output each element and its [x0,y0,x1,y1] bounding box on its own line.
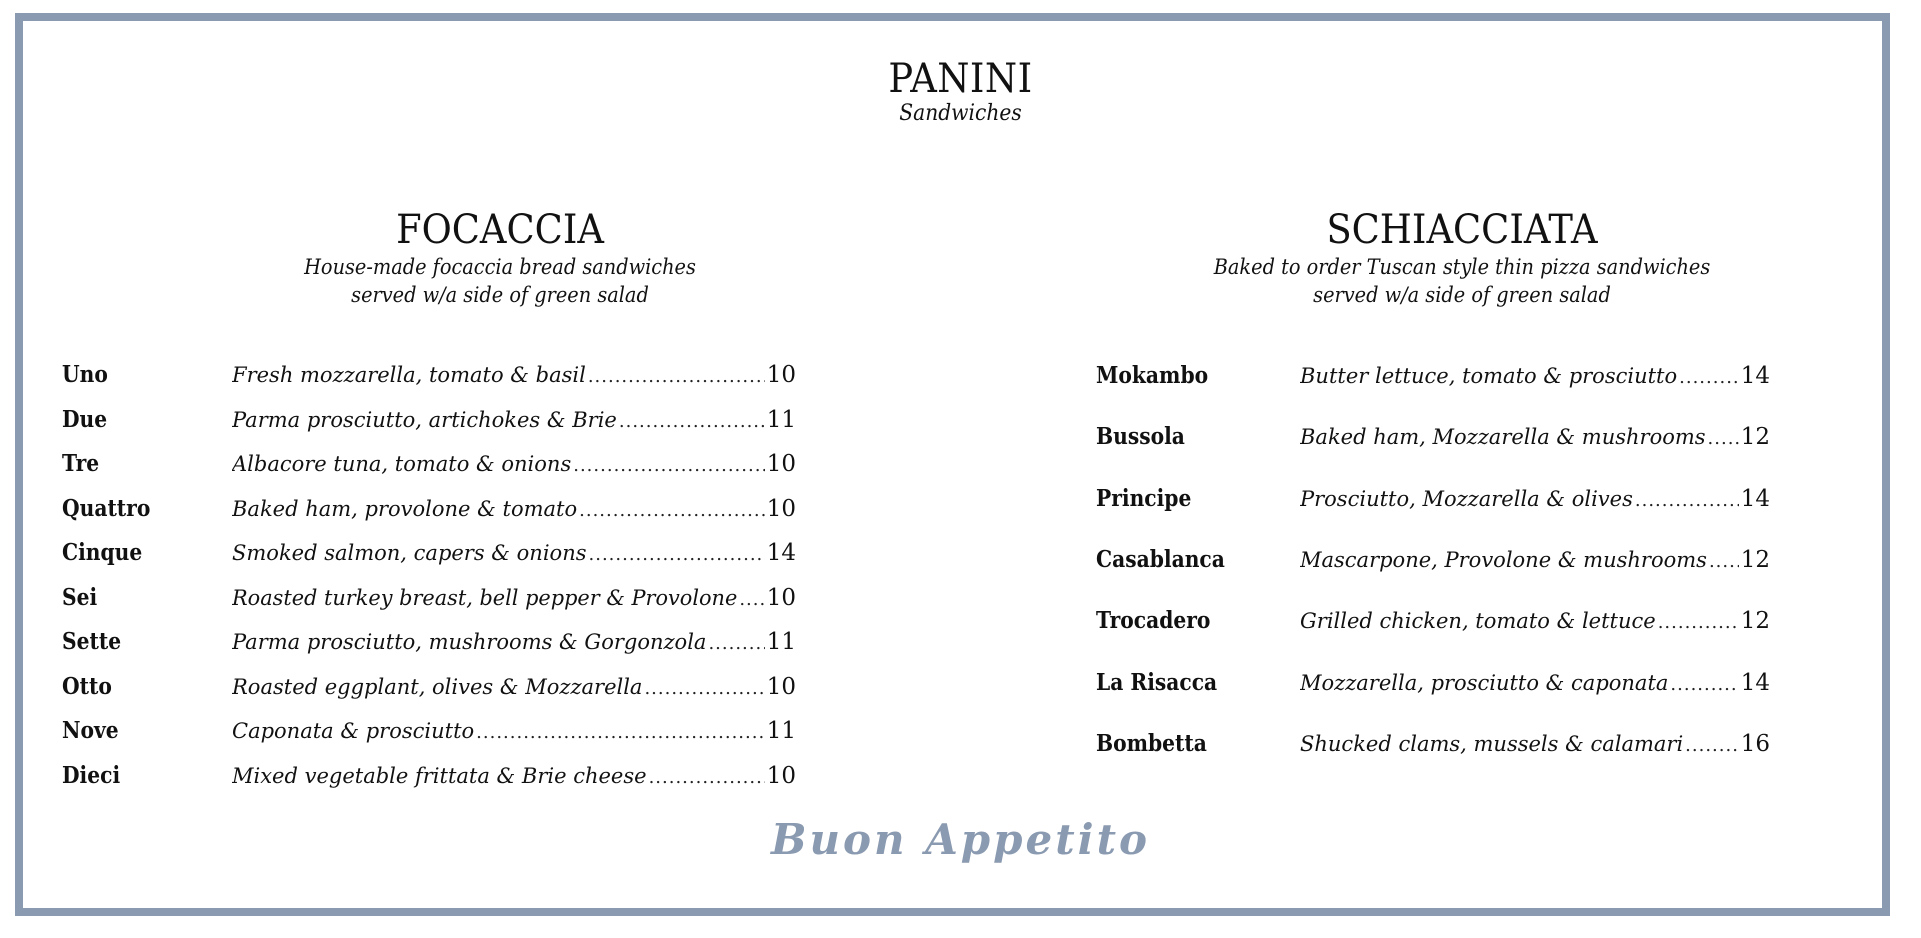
menu-item-price: 12 [1740,424,1770,451]
menu-item-name: Quattro [62,494,151,522]
menu-item-description: Roasted turkey breast, bell pepper & Provolone [232,585,738,610]
menu-item-price: 10 [766,362,796,388]
menu-item-price: 10 [766,584,796,611]
menu-item-name: Uno [62,361,108,388]
focaccia-desc-line1: House-made focaccia bread sandwiches [304,255,696,279]
menu-item-description: Grilled chicken, tomato & lettuce [1300,609,1656,634]
menu-item-description: Parma prosciutto, mushrooms & Gorgonzola [232,630,707,654]
menu-title: PANINI [888,56,1033,102]
menu-item-description: Shucked clams, mussels & calamari [1300,731,1684,756]
menu-item-price: 14 [1740,669,1770,696]
closing-signature: Buon Appetito [770,815,1151,864]
menu-item-description: Caponata & prosciutto [232,719,475,743]
menu-item-name: Cinque [62,539,143,566]
menu-item-price: 12 [1740,546,1770,573]
menu-item-price: 10 [766,495,796,522]
menu-item-description: Smoked salmon, capers & onions [232,541,587,565]
menu-header [0,55,1921,127]
menu-item-price: 12 [1740,608,1770,635]
schiacciata-title: SCHIACCIATA [1326,207,1598,253]
menu-border [15,13,1890,916]
menu-item-description: Mozzarella, prosciutto & caponata [1300,670,1669,695]
menu-item-name: Bussola [1096,423,1185,451]
menu-item-name: Trocadero [1096,607,1211,635]
menu-item-name: Dieci [62,761,121,789]
focaccia-title: FOCACCIA [396,207,604,253]
menu-item-description: Roasted eggplant, olives & Mozzarella [232,674,643,699]
menu-subtitle: Sandwiches [899,101,1022,126]
menu-item-price: 11 [766,406,796,433]
menu-item-price: 14 [1740,485,1770,512]
menu-item-price: 10 [766,762,796,789]
menu-item-price: 10 [766,451,796,477]
menu-item-description: Baked ham, Mozzarella & mushrooms [1300,425,1706,450]
menu-item-name: Otto [62,672,112,700]
menu-item-name: Due [62,405,108,433]
menu-item-description: Butter lettuce, tomato & prosciutto [1300,364,1678,388]
menu-item-name: Nove [62,717,119,744]
menu-item-price: 10 [766,673,796,700]
schiacciata-desc-line1: Baked to order Tuscan style thin pizza sandwiches [1213,255,1711,279]
menu-item-description: Mascarpone, Provolone & mushrooms [1300,547,1707,572]
menu-item-price: 14 [1740,363,1770,389]
menu-item-name: Casablanca [1096,545,1225,573]
menu-item-name: La Risacca [1096,668,1218,696]
menu-item-price: 16 [1740,730,1770,757]
menu-item-description: Mixed vegetable frittata & Brie cheese [232,763,647,788]
schiacciata-desc-line2: served w/a side of green salad [1313,283,1611,307]
menu-item-description: Parma prosciutto, artichokes & Brie [232,407,617,432]
menu-item-name: Tre [62,450,100,477]
menu-item-name: Bombetta [1096,729,1207,757]
menu-item-price: 11 [766,629,796,655]
menu-item-description: Albacore tuna, tomato & onions [232,452,572,476]
menu-item-name: Principe [1096,484,1192,512]
menu-item-name: Mokambo [1096,362,1209,389]
menu-item-price: 14 [766,540,796,566]
menu-item-price: 11 [766,718,796,744]
menu-item-name: Sei [62,583,98,611]
focaccia-desc-line2: served w/a side of green salad [351,283,649,307]
menu-item-description: Prosciutto, Mozzarella & olives [1300,486,1633,511]
menu-item-name: Sette [62,628,122,655]
menu-item-description: Baked ham, provolone & tomato [232,496,578,521]
menu-item-description: Fresh mozzarella, tomato & basil [232,363,586,387]
